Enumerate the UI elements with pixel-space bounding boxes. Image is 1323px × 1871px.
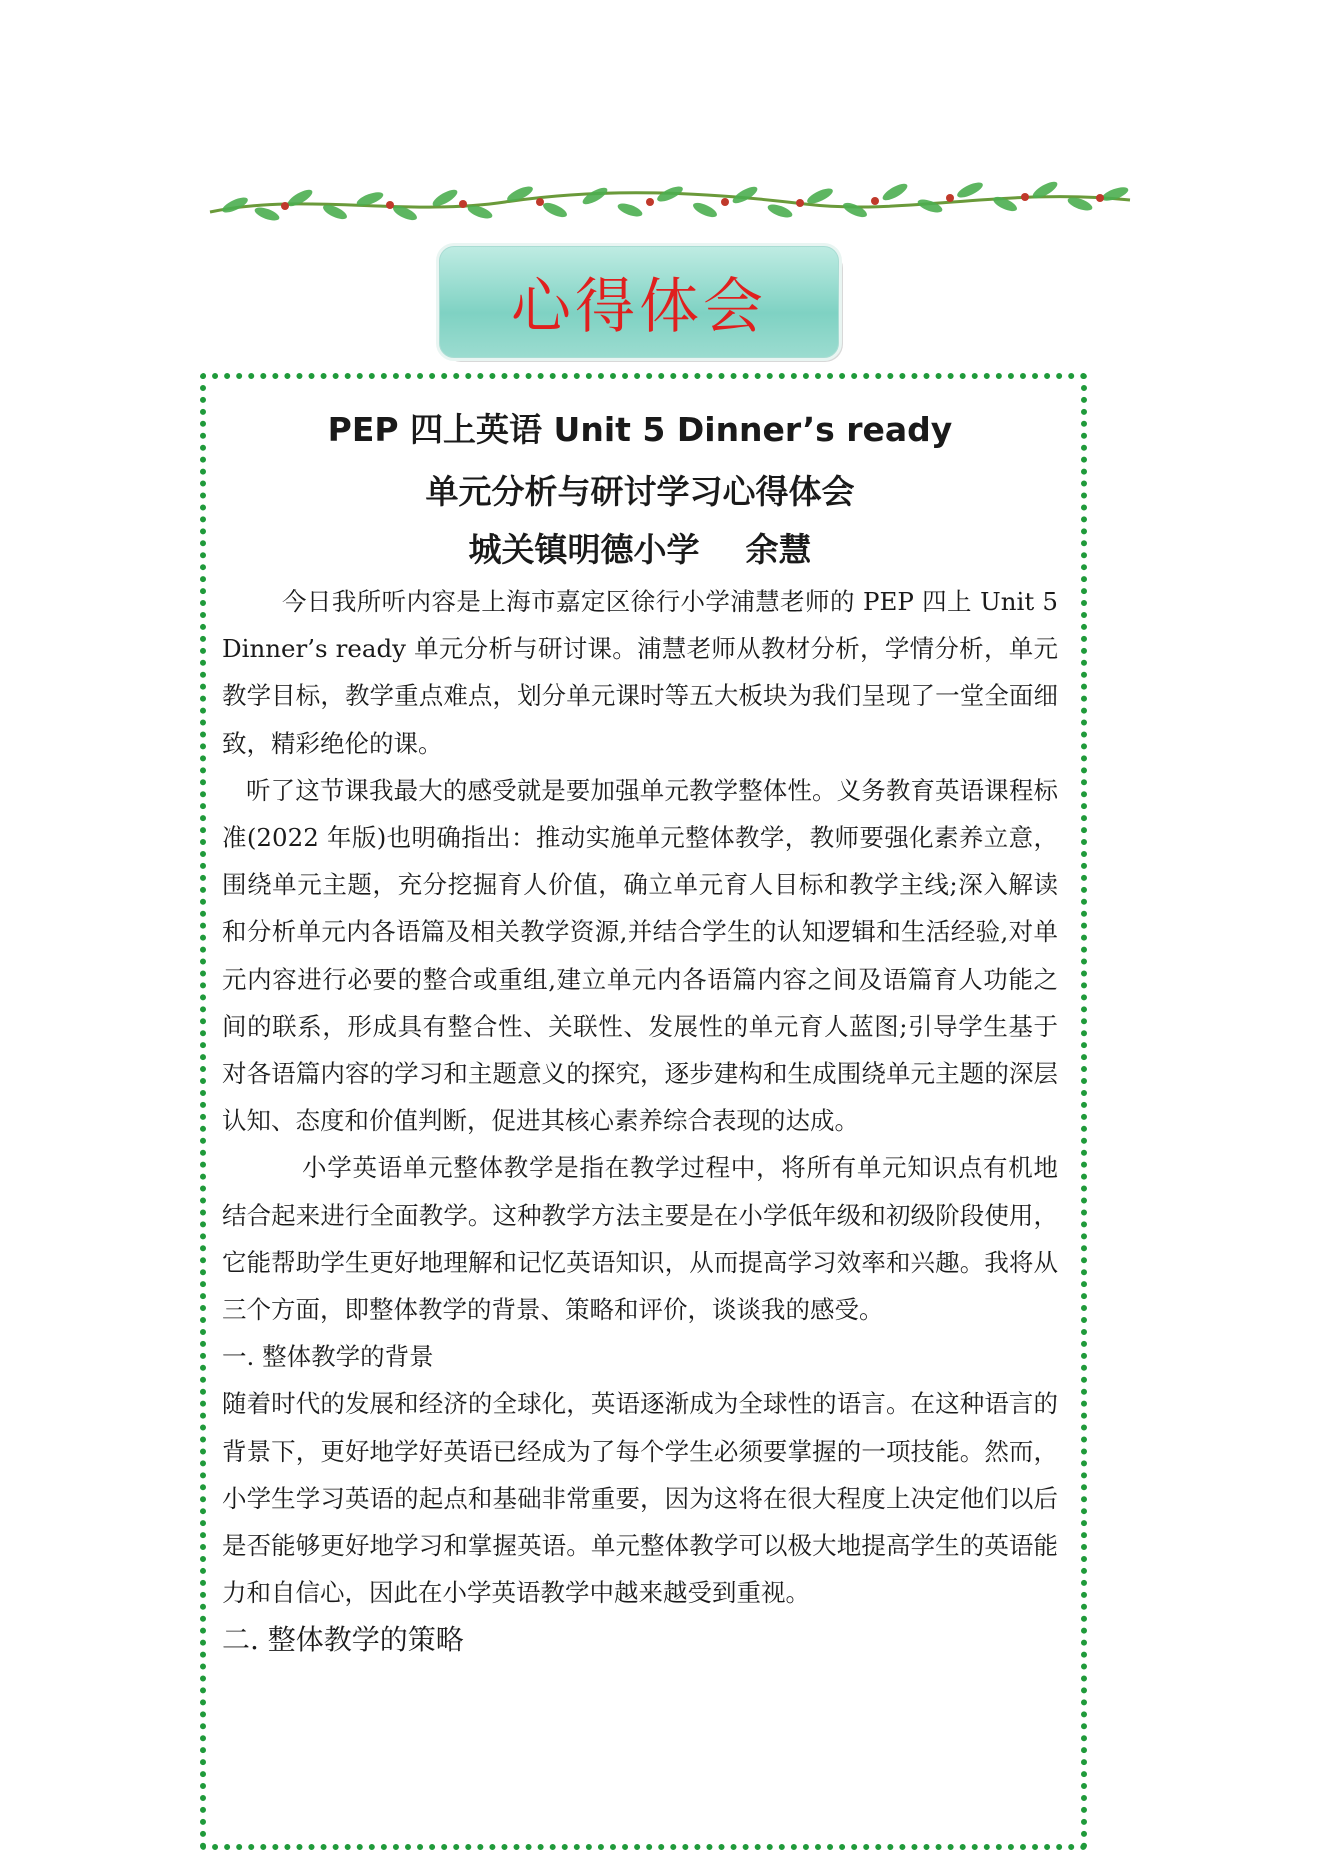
- paragraph-2: 听了这节课我最大的感受就是要加强单元教学整体性。义务教育英语课程标准(2022 年版)也明确指出：推动实施单元整体教学，教师要强化素养立意，围绕单元主题，充分挖掘育人价值，确立单元育人目标和教学主线;深入解读和分析单元内各语篇及相关教学资源,并结合学生的认知逻辑和生活经验,对单元内容进行必要的整合或重组,建立单元内各语篇内容之间及语篇育人功能之间的联系，形成具有整合性、关联性、发展性的单元育人蓝图;引导学生基于对各语篇内容的学习和主题意义的探究，逐步建构和生成围绕单元主题的深层认知、态度和价值判断，促进其核心素养综合表现的达成。: [222, 775, 1058, 1136]
- paragraph-1: 今日我所听内容是上海市嘉定区徐行小学浦慧老师的 PEP 四上 Unit 5 Dinner’s ready 单元分析与研讨课。浦慧老师从教材分析，学情分析，单元教学目标，教学重点难点，划分单元课时等五大板块为我们呈现了一堂全面细致，精彩绝伦的课。: [222, 587, 1058, 758]
- doc-title-line2: 单元分析与研讨学习心得体会: [425, 472, 855, 511]
- document-body: [222, 392, 1058, 1663]
- paragraph-3: 小学英语单元整体教学是指在教学过程中，将所有单元知识点有机地结合起来进行全面教学。这种教学方法主要是在小学低年级和初级阶段使用，它能帮助学生更好地理解和记忆英语知识，从而提高学习效率和兴趣。我将从三个方面，即整体教学的背景、策略和评价，谈谈我的感受。: [222, 1153, 1058, 1325]
- title-badge: [436, 243, 842, 361]
- section1-heading: 一. 整体教学的背景: [222, 1342, 434, 1372]
- section1-text: 随着时代的发展和经济的全球化，英语逐渐成为全球性的语言。在这种语言的背景下，更好地学好英语已经成为了每个学生必须要掌握的一项技能。然而，小学生学习英语的起点和基础非常重要，因为这将在很大程度上决定他们以后是否能够更好地学习和掌握英语。单元整体教学可以极大地提高学生的英语能力和自信心，因此在小学英语教学中越来越受到重视。: [222, 1389, 1058, 1608]
- section2-heading: 二. 整体教学的策略: [222, 1623, 464, 1657]
- badge-title: 心得体会: [511, 272, 767, 342]
- vine-decoration: [205, 172, 1135, 232]
- doc-author-line: 城关镇明德小学 余慧: [468, 530, 812, 569]
- doc-title-line1: PEP 四上英语 Unit 5 Dinner’s ready: [327, 410, 953, 449]
